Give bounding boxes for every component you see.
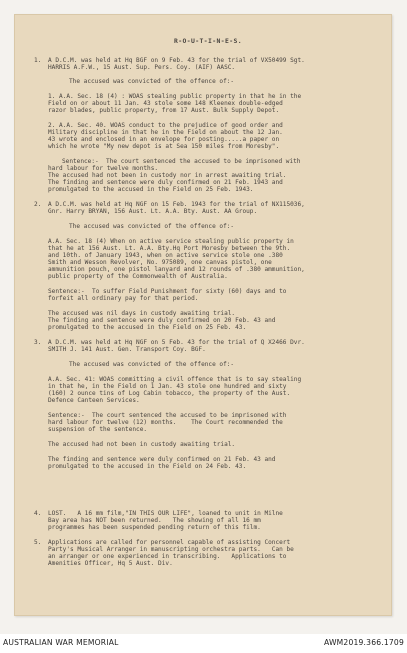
item-1-convicted: The accused was convicted of the offence of:- <box>69 78 235 85</box>
item-2-sentence-4: The accused was nil days in custody awaiting trial. <box>48 310 236 317</box>
item-2-sentence-6: promulgated to the accused in the Field on 25 Feb. 43. <box>48 324 247 331</box>
item-1-sentence-5: promulgated to the accused in the Field on 25 Feb. 1943. <box>48 186 254 193</box>
item-2-charge-line-3: and 10th. of January 1943, when on active service stole one .380 <box>48 252 283 259</box>
item-2-sentence-5: The finding and sentence were duly confirmed on 20 Feb. 43 and <box>48 317 276 324</box>
item-5-line-2: Party's Musical Arranger in manuscripting orchestra parts. Can be <box>48 546 294 553</box>
item-1-charge-2-line-2: Military discipline in that he in the Field on about the 12 Jan. <box>48 129 283 136</box>
item-2-charge-line-2: that he at 156 Aust. Lt. A.A. Bty.Hq Port Moresby between the 9th. <box>48 245 291 252</box>
item-2-sentence-2: forfeit all ordinary pay for that period. <box>48 295 199 302</box>
item-1-charge-1-line-1: 1. A.A. Sec. 18 (4) : WOAS stealing public property in that he in the <box>48 93 302 100</box>
typed-document <box>14 14 392 616</box>
item-number-2: 2. <box>34 201 42 208</box>
item-2-charge-line-6: public property of the Commonwealth of Australia. <box>48 273 228 280</box>
item-4-line-1: LOST. A 16 mm film,"IN THIS OUR LIFE", loaned to unit in Milne <box>48 510 283 517</box>
item-1-charge-2-line-1: 2. A.A. Sec. 40. WOAS conduct to the prejudice of good order and <box>48 122 283 129</box>
item-3-sentence-3: suspension of the sentence. <box>48 426 148 433</box>
item-1-sentence-1: Sentence:- The court sentenced the accused to be imprisoned with <box>62 158 301 165</box>
item-3-charge-line-1: A.A. Sec. 41: WOAS committing a civil offence that is to say stealing <box>48 376 302 383</box>
item-1-line-2: HARRIS A.F.W., 15 Aust. Sup. Pers. Coy. (AIF) AASC. <box>48 64 236 71</box>
item-5-line-1: Applications are called for personnel capable of assisting Concert <box>48 539 291 546</box>
item-3-sentence-8: promulgated to the accused in the Field on 24 Feb. 43. <box>48 463 247 470</box>
item-3-sentence-1: Sentence:- The court sentenced the accused to be imprisoned with <box>48 412 287 419</box>
item-3-charge-line-4: Defence Canteen Services. <box>48 397 140 404</box>
item-3-sentence-5: The accused had not been in custody awaiting trial. <box>48 441 236 448</box>
item-2-line-1: A D.C.M. was held at Hq NGF on 15 Feb. 1943 for the trial of NX115036, <box>48 201 305 208</box>
item-4-line-2: Bay area has NOT been returned. The showing of all 16 mm <box>48 517 261 524</box>
item-5-line-3: an arranger or one experienced in transcribing. Applications to <box>48 553 287 560</box>
item-3-line-1: A D.C.M. was held at Hq NGF on 5 Feb. 43 for the trial of Q X2466 Dvr. <box>48 339 305 346</box>
item-3-sentence-7: The finding and sentence were duly confirmed on 21 Feb. 43 and <box>48 456 276 463</box>
item-1-line-1: A D.C.M. was held at Hq BGF on 9 Feb. 43 for the trial of VX50499 Sgt. <box>48 57 305 64</box>
item-2-line-2: Gnr. Harry BRYAN, 156 Aust. Lt. A.A. Bty. Aust. AA Group. <box>48 208 258 215</box>
item-2-sentence-1: Sentence:- To suffer Field Punishment for sixty (60) days and to <box>48 288 287 295</box>
item-2-charge-line-5: ammunition pouch, one pistol lanyard and 12 rounds of .380 ammunition, <box>48 266 305 273</box>
item-1-charge-2-line-3: 43 wrote and enclosed in an envelope for posting.....a paper on <box>48 136 280 143</box>
item-3-convicted: The accused was convicted of the offence of:- <box>69 361 235 368</box>
item-1-sentence-3: The accused had not been in custody nor in arrest awaiting trial. <box>48 172 287 179</box>
item-1-sentence-4: The finding and sentence were duly confirmed on 21 Feb. 1943 and <box>48 179 283 186</box>
item-3-charge-line-3: (160) 2 ounce tins of Log Cabin tobacco, the property of the Aust. <box>48 390 291 397</box>
item-2-convicted: The accused was convicted of the offence of:- <box>69 223 235 230</box>
item-1-charge-2-line-4: which he wrote "My new depot is at Sea 150 miles from Moresby". <box>48 143 280 150</box>
item-number-5: 5. <box>34 539 42 546</box>
document-title: R-O-U-T-I-N-E-S. <box>174 37 242 45</box>
item-3-sentence-2: hard labour for twelve (12) months. The Court recommended the <box>48 419 283 426</box>
item-3-line-2: SMITH J. 141 Aust. Gen. Transport Coy. BGF. <box>48 346 206 353</box>
item-4-line-3: programmes has been suspended pending return of this film. <box>48 524 261 531</box>
footer-catalogue-id: AWM2019.366.1709 <box>323 638 404 647</box>
item-number-4: 4. <box>34 510 42 517</box>
item-1-charge-1-line-3: razor blades, public property, from 17 Aust. Bulk Supply Depot. <box>48 107 280 114</box>
item-1-charge-1-line-2: Field on or about 11 Jan. 43 stole some 148 Kleenex double-edged <box>48 100 283 107</box>
item-3-charge-line-2: in that he, in the Field on 1 Jan. 43 stole one hundred and sixty <box>48 383 287 390</box>
item-2-charge-line-1: A.A. Sec. 18 (4) When on active service stealing public property in <box>48 238 294 245</box>
item-number-3: 3. <box>34 339 42 346</box>
item-5-line-4: Amenities Officer, Hq 5 Aust. Div. <box>48 560 173 567</box>
item-1-sentence-2: hard labour for twelve months. <box>48 165 159 172</box>
item-2-charge-line-4: Smith and Wesson Revolver, No. 975089, one canvas pistol, one <box>48 259 272 266</box>
item-number-1: 1. <box>34 57 42 64</box>
footer-institution: AUSTRALIAN WAR MEMORIAL <box>3 638 119 647</box>
